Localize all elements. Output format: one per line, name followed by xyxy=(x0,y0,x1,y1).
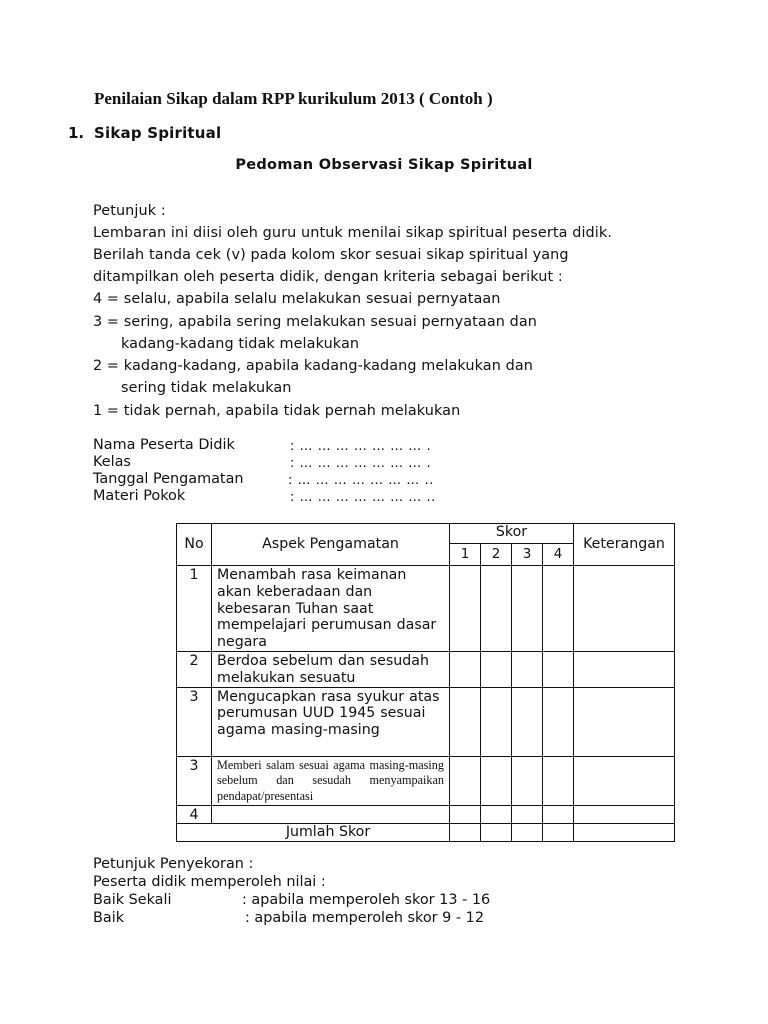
table-total-row xyxy=(177,824,675,842)
score-cell-1[interactable] xyxy=(450,566,481,652)
score-cell-2[interactable] xyxy=(481,805,512,824)
score-cell-1[interactable] xyxy=(450,756,481,805)
row-number: 1 xyxy=(177,566,212,652)
score-cell-1[interactable] xyxy=(450,805,481,824)
total-cell-3[interactable] xyxy=(512,824,543,842)
row-aspect: Menambah rasa keimanan akan keberadaan dan kebesaran Tuhan saat mempelajari perumusan dasar negara xyxy=(212,566,450,652)
total-cell-4[interactable] xyxy=(543,824,574,842)
row-number: 2 xyxy=(177,652,212,688)
total-note-cell[interactable] xyxy=(574,824,675,842)
instructions-heading: Petunjuk : xyxy=(93,203,166,219)
header-score-4: 4 xyxy=(543,544,574,566)
row-aspect: Berdoa sebelum dan sesudah melakukan sesuatu xyxy=(212,652,450,688)
score-cell-1[interactable] xyxy=(450,652,481,688)
instruction-line: Lembaran ini diisi oleh guru untuk menilai sikap spiritual peserta didik. xyxy=(93,225,612,241)
score-cell-4[interactable] xyxy=(543,756,574,805)
header-score-1: 1 xyxy=(450,544,481,566)
score-cell-3[interactable] xyxy=(512,566,543,652)
total-cell-1[interactable] xyxy=(450,824,481,842)
document-title: Penilaian Sikap dalam RPP kurikulum 2013 ( Contoh ) xyxy=(94,89,493,108)
section-title: Sikap Spiritual xyxy=(94,124,222,142)
header-no: No xyxy=(177,524,212,566)
criteria-line: 4 = selalu, apabila selalu melakukan sesuai pernyataan xyxy=(93,291,501,307)
header-aspect: Aspek Pengamatan xyxy=(212,524,450,566)
observation-table xyxy=(176,523,675,842)
header-skor: Skor xyxy=(450,524,574,544)
table-row xyxy=(177,805,675,824)
row-number: 3 xyxy=(177,687,212,756)
row-aspect: Mengucapkan rasa syukur atas perumusan UUD 1945 sesuai agama masing-masing xyxy=(212,687,450,756)
score-cell-3[interactable] xyxy=(512,805,543,824)
instruction-line: ditampilkan oleh peserta didik, dengan kriteria sebagai berikut : xyxy=(93,269,563,285)
section-number: 1. xyxy=(68,124,85,142)
field-value-main-material[interactable]: : … … … … … … … .. xyxy=(290,490,436,505)
instruction-line: Berilah tanda cek (v) pada kolom skor sesuai sikap spiritual yang xyxy=(93,247,569,263)
score-cell-2[interactable] xyxy=(481,687,512,756)
scoring-intro: Peserta didik memperoleh nilai : xyxy=(93,874,326,890)
field-value-observation-date[interactable]: : … … … … … … … .. xyxy=(288,473,434,488)
table-header-row xyxy=(177,524,675,544)
criteria-line: kadang-kadang tidak melakukan xyxy=(121,336,360,352)
field-label-observation-date: Tanggal Pengamatan xyxy=(93,471,244,487)
score-cell-4[interactable] xyxy=(543,652,574,688)
field-value-student-name[interactable]: : … … … … … … … . xyxy=(290,439,432,454)
field-label-class: Kelas xyxy=(93,454,131,470)
row-number: 4 xyxy=(177,805,212,824)
table-row xyxy=(177,566,675,652)
note-cell[interactable] xyxy=(574,687,675,756)
scoring-level-label: Baik Sekali xyxy=(93,892,172,908)
field-value-class[interactable]: : … … … … … … … . xyxy=(290,456,432,471)
score-cell-3[interactable] xyxy=(512,687,543,756)
table-row xyxy=(177,756,675,805)
header-score-2: 2 xyxy=(481,544,512,566)
header-note: Keterangan xyxy=(574,524,675,566)
scoring-heading: Petunjuk Penyekoran : xyxy=(93,856,254,872)
criteria-line: sering tidak melakukan xyxy=(121,380,292,396)
total-cell-2[interactable] xyxy=(481,824,512,842)
note-cell[interactable] xyxy=(574,566,675,652)
score-cell-2[interactable] xyxy=(481,652,512,688)
note-cell[interactable] xyxy=(574,805,675,824)
score-cell-2[interactable] xyxy=(481,566,512,652)
header-score-3: 3 xyxy=(512,544,543,566)
scoring-level-label: Baik xyxy=(93,910,125,926)
form-subtitle: Pedoman Observasi Sikap Spiritual xyxy=(235,157,533,173)
total-score-label: Jumlah Skor xyxy=(177,824,450,842)
row-aspect: Memberi salam sesuai agama masing-masing sebelum dan sesudah menyampaikan pendapat/presentasi xyxy=(212,756,450,805)
score-cell-4[interactable] xyxy=(543,687,574,756)
scoring-level-rule: : apabila memperoleh skor 13 - 16 xyxy=(242,892,491,908)
scoring-level-rule: : apabila memperoleh skor 9 - 12 xyxy=(245,910,484,926)
criteria-line: 3 = sering, apabila sering melakukan sesuai pernyataan dan xyxy=(93,314,538,330)
score-cell-3[interactable] xyxy=(512,652,543,688)
criteria-line: 2 = kadang-kadang, apabila kadang-kadang melakukan dan xyxy=(93,358,533,374)
table-row xyxy=(177,687,675,756)
field-label-student-name: Nama Peserta Didik xyxy=(93,437,235,453)
score-cell-2[interactable] xyxy=(481,756,512,805)
row-aspect xyxy=(212,805,450,824)
criteria-line: 1 = tidak pernah, apabila tidak pernah melakukan xyxy=(93,403,461,419)
field-label-main-material: Materi Pokok xyxy=(93,488,186,504)
table-row xyxy=(177,652,675,688)
score-cell-4[interactable] xyxy=(543,805,574,824)
score-cell-4[interactable] xyxy=(543,566,574,652)
row-number: 3 xyxy=(177,756,212,805)
note-cell[interactable] xyxy=(574,756,675,805)
score-cell-3[interactable] xyxy=(512,756,543,805)
note-cell[interactable] xyxy=(574,652,675,688)
score-cell-1[interactable] xyxy=(450,687,481,756)
